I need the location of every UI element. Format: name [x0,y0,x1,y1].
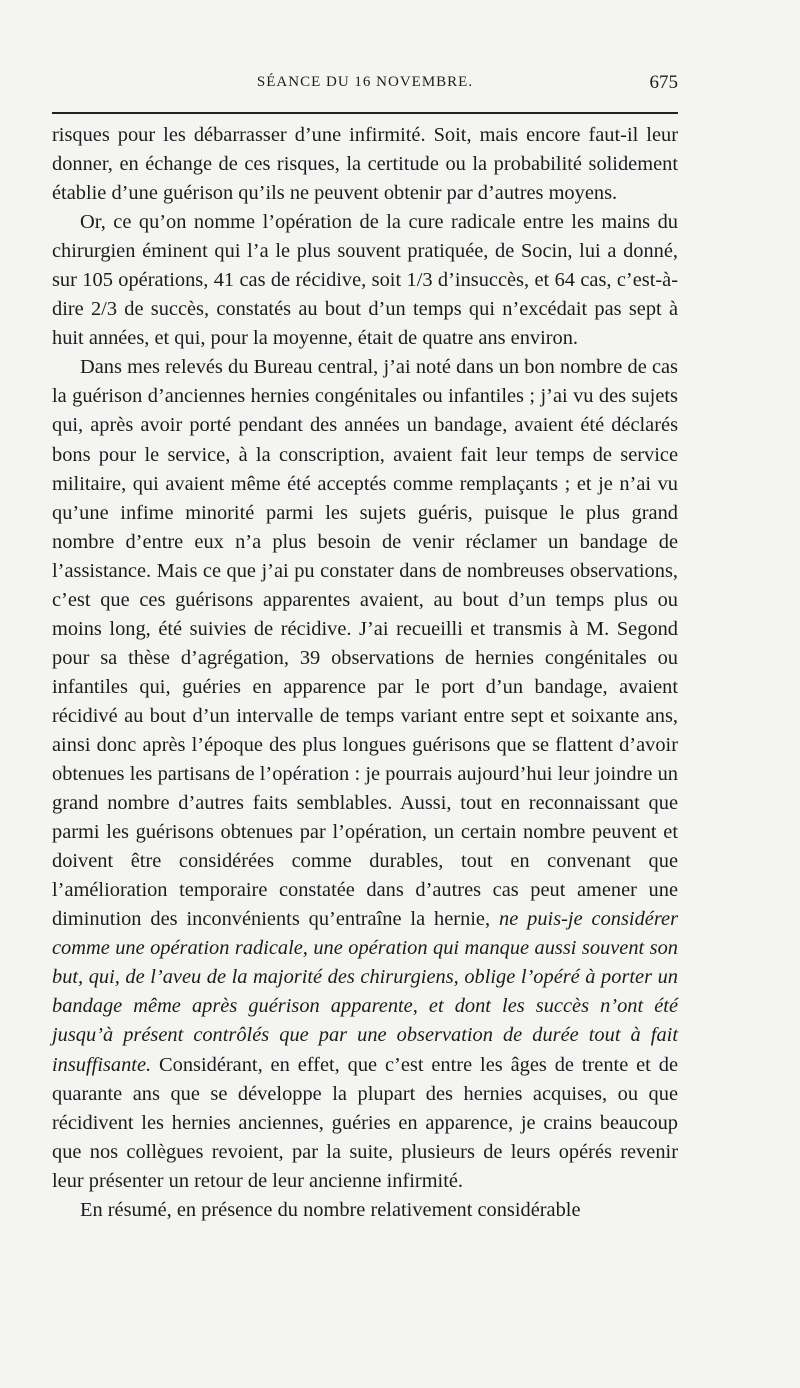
paragraph-4: En résumé, en présence du nombre relativement considérable [80,1198,581,1221]
paragraph-3 [52,353,678,1195]
header-rule [52,112,678,114]
paragraph-3-italic: ne puis-je considérer comme une opération radicale, une opération qui manque aussi souvent son but, qui, de l’aveu de la majorité des chirurgiens, oblige l’opéré à porter un bandage même après guérison apparente, et dont les succès n’ont été jusqu’à présent contrôlés que par une observation de durée tout à fait insuffisante. [52,908,679,1076]
running-title: SÉANCE DU 16 NOVEMBRE. [256,74,474,90]
page-header [52,74,678,100]
page-number: 675 [649,72,678,93]
body-text [52,121,678,1225]
paragraph-2: Or, ce qu’on nomme l’opération de la cure radicale entre les mains du chirurgien éminent qui l’a le plus souvent pratiquée, de Socin, lui a donné, sur 105 opérations, 41 cas de récidive, soit 1/3 d’insuccès, et 64 cas, c’est-à-dire 2/3 de succès, constatés au bout d’un temps qui n’excédait pas sept à huit années, et qui, pour la moyenne, était de quatre ans environ. [52,211,678,350]
paragraph-1: risques pour les débarrasser d’une infirmité. Soit, mais encore faut-il leur donner, en échange de ces risques, la certitude ou la probabilité solidement établie d’une guérison qu’ils ne peuvent obtenir par d’autres moyens. [52,124,678,205]
paragraph-3-tail: Considérant, en effet, que c’est entre les âges de trente et de quarante ans que se développe la plupart des hernies acquises, ou que récidivent les hernies anciennes, guéries en apparence, je crains beaucoup que nos collègues revoient, par la suite, plusieurs de leurs opérés revenir leur présenter un retour de leur ancienne infirmité. [52,1053,678,1192]
paragraph-3-roman: Dans mes relevés du Bureau central, j’ai noté dans un bon nombre de cas la guérison d’anciennes hernies congénitales ou infantiles ; j’ai vu des sujets qui, après avoir porté pendant des années un bandage, avaient été déclarés bons pour le service, à la conscription, avaient fait leur temps de service militaire, qui avaient même été acceptés comme remplaçants ; et je n’ai vu qu’une infime minorité parmi les sujets guéris, puisque le plus grand nombre d’entre eux n’a plus besoin de venir réclamer un bandage de l’assistance. Mais ce que j’ai pu constater dans de nombreuses observations, c’est que ces guérisons apparentes avaient, au bout d’un temps plus ou moins long, été suivies de récidive. J’ai recueilli et transmis à M. Segond pour sa thèse d’agrégation, 39 observations de hernies congénitales ou infantiles qui, guéries en apparence par le port d’un bandage, avaient récidivé au bout d’un intervalle de temps variant entre sept et soixante ans, ainsi donc après l’époque des plus longues guérisons que se flattent d’avoir obtenues les partisans de l’opération : je pourrais aujourd’hui leur joindre un grand nombre d’autres faits semblables. Aussi, tout en reconnaissant que parmi les guérisons obtenues par l’opération, un certain nombre peuvent et doivent être considérées comme durables, tout en convenant que l’amélioration temporaire constatée dans d’autres cas peut amener une diminution des inconvénients qu’entraîne la hernie, [52,356,678,931]
